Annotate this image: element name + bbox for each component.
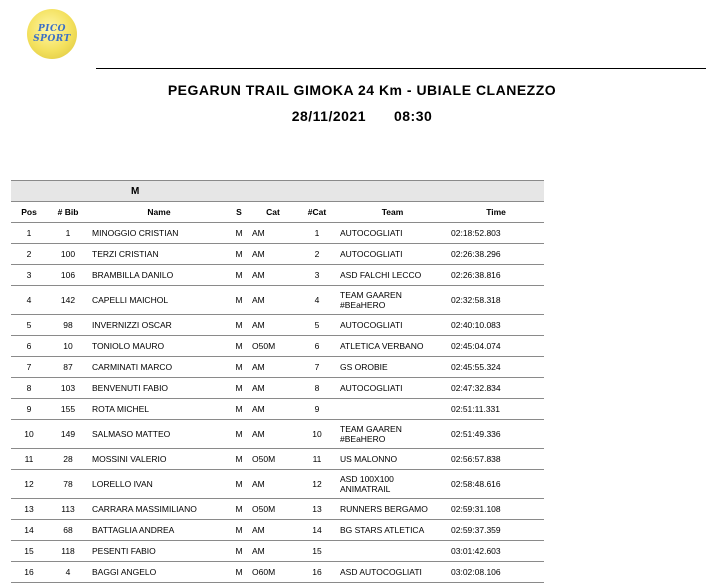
cell-team bbox=[337, 520, 448, 541]
cell-sex: M bbox=[229, 357, 249, 378]
cell-name: PESENTI FABIO bbox=[89, 541, 229, 562]
cell-pos: 12 bbox=[11, 470, 47, 499]
cell-time: 02:26:38.296 bbox=[448, 244, 544, 265]
cell-cat: AM bbox=[249, 357, 297, 378]
cell-bib: 142 bbox=[47, 286, 89, 315]
team-line: #BEaHERO bbox=[340, 434, 386, 444]
cell-ncat: 15 bbox=[297, 541, 337, 562]
cell-ncat: 6 bbox=[297, 336, 337, 357]
team-line: AUTOCOGLIATI bbox=[340, 228, 403, 238]
cell-ncat: 11 bbox=[297, 449, 337, 470]
cell-name: BAGGI ANGELO bbox=[89, 562, 229, 583]
race-time: 08:30 bbox=[393, 108, 433, 124]
team-line: AUTOCOGLIATI bbox=[340, 249, 403, 259]
cell-ncat: 9 bbox=[297, 399, 337, 420]
cell-name: MOSSINI VALERIO bbox=[89, 449, 229, 470]
cell-pos: 11 bbox=[11, 449, 47, 470]
team-line: US MALONNO bbox=[340, 454, 398, 464]
cell-name: CAPELLI MAICHOL bbox=[89, 286, 229, 315]
cell-cat: AM bbox=[249, 520, 297, 541]
cell-bib: 149 bbox=[47, 420, 89, 449]
cell-sex: M bbox=[229, 336, 249, 357]
team-line: TEAM GAAREN bbox=[340, 290, 402, 300]
cell-bib: 4 bbox=[47, 562, 89, 583]
cell-team bbox=[337, 399, 448, 420]
cell-cat: AM bbox=[249, 244, 297, 265]
logo-line-1: PICO bbox=[38, 24, 66, 34]
team-line: AUTOCOGLIATI bbox=[340, 320, 403, 330]
cell-bib: 106 bbox=[47, 265, 89, 286]
cell-sex: M bbox=[229, 562, 249, 583]
cell-name: CARRARA MASSIMILIANO bbox=[89, 499, 229, 520]
cell-time: 02:45:04.074 bbox=[448, 336, 544, 357]
cell-ncat: 5 bbox=[297, 315, 337, 336]
results-table bbox=[11, 180, 544, 583]
cell-time: 02:18:52.803 bbox=[448, 223, 544, 244]
cell-ncat: 13 bbox=[297, 499, 337, 520]
cell-bib: 78 bbox=[47, 470, 89, 499]
cell-pos: 4 bbox=[11, 286, 47, 315]
table-row bbox=[11, 541, 544, 562]
cell-name: SALMASO MATTEO bbox=[89, 420, 229, 449]
cell-name: BATTAGLIA ANDREA bbox=[89, 520, 229, 541]
cell-bib: 1 bbox=[47, 223, 89, 244]
cell-team bbox=[337, 499, 448, 520]
cell-name: INVERNIZZI OSCAR bbox=[89, 315, 229, 336]
cell-sex: M bbox=[229, 499, 249, 520]
cell-cat: AM bbox=[249, 265, 297, 286]
cell-bib: 98 bbox=[47, 315, 89, 336]
cell-time: 02:59:37.359 bbox=[448, 520, 544, 541]
cell-bib: 87 bbox=[47, 357, 89, 378]
cell-sex: M bbox=[229, 286, 249, 315]
team-line: ATLETICA VERBANO bbox=[340, 341, 424, 351]
col-ncat: #Cat bbox=[297, 202, 337, 223]
col-pos: Pos bbox=[11, 202, 47, 223]
col-time: Time bbox=[448, 202, 544, 223]
cell-cat: AM bbox=[249, 541, 297, 562]
cell-ncat: 1 bbox=[297, 223, 337, 244]
table-row bbox=[11, 499, 544, 520]
cell-sex: M bbox=[229, 541, 249, 562]
cell-name: BRAMBILLA DANILO bbox=[89, 265, 229, 286]
cell-pos: 15 bbox=[11, 541, 47, 562]
cell-team bbox=[337, 449, 448, 470]
cell-team bbox=[337, 357, 448, 378]
cell-cat: AM bbox=[249, 286, 297, 315]
table-row bbox=[11, 378, 544, 399]
header-rule bbox=[96, 68, 706, 69]
cell-ncat: 8 bbox=[297, 378, 337, 399]
team-line: BG STARS ATLETICA bbox=[340, 525, 425, 535]
cell-name: LORELLO IVAN bbox=[89, 470, 229, 499]
cell-name: TONIOLO MAURO bbox=[89, 336, 229, 357]
team-line: GS OROBIE bbox=[340, 362, 388, 372]
cell-sex: M bbox=[229, 420, 249, 449]
team-line: TEAM GAAREN bbox=[340, 424, 402, 434]
cell-time: 02:26:38.816 bbox=[448, 265, 544, 286]
cell-team bbox=[337, 286, 448, 315]
table-row bbox=[11, 244, 544, 265]
cell-ncat: 3 bbox=[297, 265, 337, 286]
cell-cat: AM bbox=[249, 378, 297, 399]
table-row bbox=[11, 420, 544, 449]
table-row bbox=[11, 520, 544, 541]
cell-pos: 16 bbox=[11, 562, 47, 583]
table-row bbox=[11, 286, 544, 315]
cell-bib: 103 bbox=[47, 378, 89, 399]
cell-cat: AM bbox=[249, 223, 297, 244]
cell-time: 03:01:42.603 bbox=[448, 541, 544, 562]
cell-time: 02:47:32.834 bbox=[448, 378, 544, 399]
cell-name: CARMINATI MARCO bbox=[89, 357, 229, 378]
table-row bbox=[11, 449, 544, 470]
table-row bbox=[11, 562, 544, 583]
cell-team bbox=[337, 378, 448, 399]
col-name: Name bbox=[89, 202, 229, 223]
cell-sex: M bbox=[229, 520, 249, 541]
race-datetime bbox=[0, 108, 724, 124]
cell-sex: M bbox=[229, 449, 249, 470]
category-label: M bbox=[11, 181, 544, 202]
table-row bbox=[11, 399, 544, 420]
cell-team bbox=[337, 265, 448, 286]
cell-cat: O50M bbox=[249, 449, 297, 470]
cell-pos: 5 bbox=[11, 315, 47, 336]
cell-team bbox=[337, 541, 448, 562]
team-line: ASD AUTOCOGLIATI bbox=[340, 567, 422, 577]
cell-time: 02:32:58.318 bbox=[448, 286, 544, 315]
cell-time: 02:58:48.616 bbox=[448, 470, 544, 499]
cell-ncat: 16 bbox=[297, 562, 337, 583]
cell-time: 02:45:55.324 bbox=[448, 357, 544, 378]
cell-ncat: 14 bbox=[297, 520, 337, 541]
cell-name: ROTA MICHEL bbox=[89, 399, 229, 420]
col-cat: Cat bbox=[249, 202, 297, 223]
table-row bbox=[11, 315, 544, 336]
cell-sex: M bbox=[229, 399, 249, 420]
cell-cat: AM bbox=[249, 420, 297, 449]
column-header-row bbox=[11, 202, 544, 223]
results-table-wrap bbox=[11, 180, 544, 583]
cell-team bbox=[337, 470, 448, 499]
cell-time: 02:51:11.331 bbox=[448, 399, 544, 420]
team-line: AUTOCOGLIATI bbox=[340, 383, 403, 393]
cell-pos: 9 bbox=[11, 399, 47, 420]
cell-pos: 13 bbox=[11, 499, 47, 520]
cell-bib: 100 bbox=[47, 244, 89, 265]
table-row bbox=[11, 265, 544, 286]
team-line: ASD FALCHI LECCO bbox=[340, 270, 422, 280]
cell-cat: AM bbox=[249, 470, 297, 499]
cell-cat: O50M bbox=[249, 336, 297, 357]
cell-sex: M bbox=[229, 265, 249, 286]
cell-sex: M bbox=[229, 378, 249, 399]
cell-pos: 8 bbox=[11, 378, 47, 399]
cell-team bbox=[337, 336, 448, 357]
cell-pos: 14 bbox=[11, 520, 47, 541]
race-date: 28/11/2021 bbox=[291, 108, 366, 124]
cell-team bbox=[337, 420, 448, 449]
cell-team bbox=[337, 223, 448, 244]
table-row bbox=[11, 336, 544, 357]
race-title: PEGARUN TRAIL GIMOKA 24 Km - UBIALE CLANEZZO bbox=[167, 82, 557, 98]
cell-cat: O60M bbox=[249, 562, 297, 583]
cell-sex: M bbox=[229, 315, 249, 336]
cell-time: 02:56:57.838 bbox=[448, 449, 544, 470]
col-sex: S bbox=[229, 202, 249, 223]
cell-name: BENVENUTI FABIO bbox=[89, 378, 229, 399]
col-team: Team bbox=[337, 202, 448, 223]
cell-bib: 28 bbox=[47, 449, 89, 470]
cell-team bbox=[337, 562, 448, 583]
team-line: RUNNERS BERGAMO bbox=[340, 504, 428, 514]
logo-line-2: SPORT bbox=[33, 34, 71, 44]
cell-bib: 10 bbox=[47, 336, 89, 357]
cell-time: 02:59:31.108 bbox=[448, 499, 544, 520]
cell-ncat: 12 bbox=[297, 470, 337, 499]
table-row bbox=[11, 357, 544, 378]
cell-name: TERZI CRISTIAN bbox=[89, 244, 229, 265]
cell-name: MINOGGIO CRISTIAN bbox=[89, 223, 229, 244]
cell-sex: M bbox=[229, 244, 249, 265]
cell-bib: 113 bbox=[47, 499, 89, 520]
pico-sport-logo bbox=[27, 9, 77, 59]
table-row bbox=[11, 223, 544, 244]
cell-cat: AM bbox=[249, 399, 297, 420]
col-bib: # Bib bbox=[47, 202, 89, 223]
cell-time: 03:02:08.106 bbox=[448, 562, 544, 583]
cell-ncat: 10 bbox=[297, 420, 337, 449]
category-header-row bbox=[11, 181, 544, 202]
cell-bib: 118 bbox=[47, 541, 89, 562]
cell-bib: 68 bbox=[47, 520, 89, 541]
table-row bbox=[11, 470, 544, 499]
cell-pos: 7 bbox=[11, 357, 47, 378]
team-line: ASD 100X100 bbox=[340, 474, 394, 484]
cell-sex: M bbox=[229, 223, 249, 244]
cell-cat: O50M bbox=[249, 499, 297, 520]
cell-pos: 1 bbox=[11, 223, 47, 244]
cell-team bbox=[337, 244, 448, 265]
cell-pos: 6 bbox=[11, 336, 47, 357]
team-line: ANIMATRAIL bbox=[340, 484, 391, 494]
cell-team bbox=[337, 315, 448, 336]
cell-pos: 10 bbox=[11, 420, 47, 449]
cell-ncat: 2 bbox=[297, 244, 337, 265]
cell-ncat: 7 bbox=[297, 357, 337, 378]
cell-time: 02:40:10.083 bbox=[448, 315, 544, 336]
cell-pos: 2 bbox=[11, 244, 47, 265]
cell-pos: 3 bbox=[11, 265, 47, 286]
cell-time: 02:51:49.336 bbox=[448, 420, 544, 449]
cell-bib: 155 bbox=[47, 399, 89, 420]
cell-sex: M bbox=[229, 470, 249, 499]
cell-cat: AM bbox=[249, 315, 297, 336]
cell-ncat: 4 bbox=[297, 286, 337, 315]
team-line: #BEaHERO bbox=[340, 300, 386, 310]
